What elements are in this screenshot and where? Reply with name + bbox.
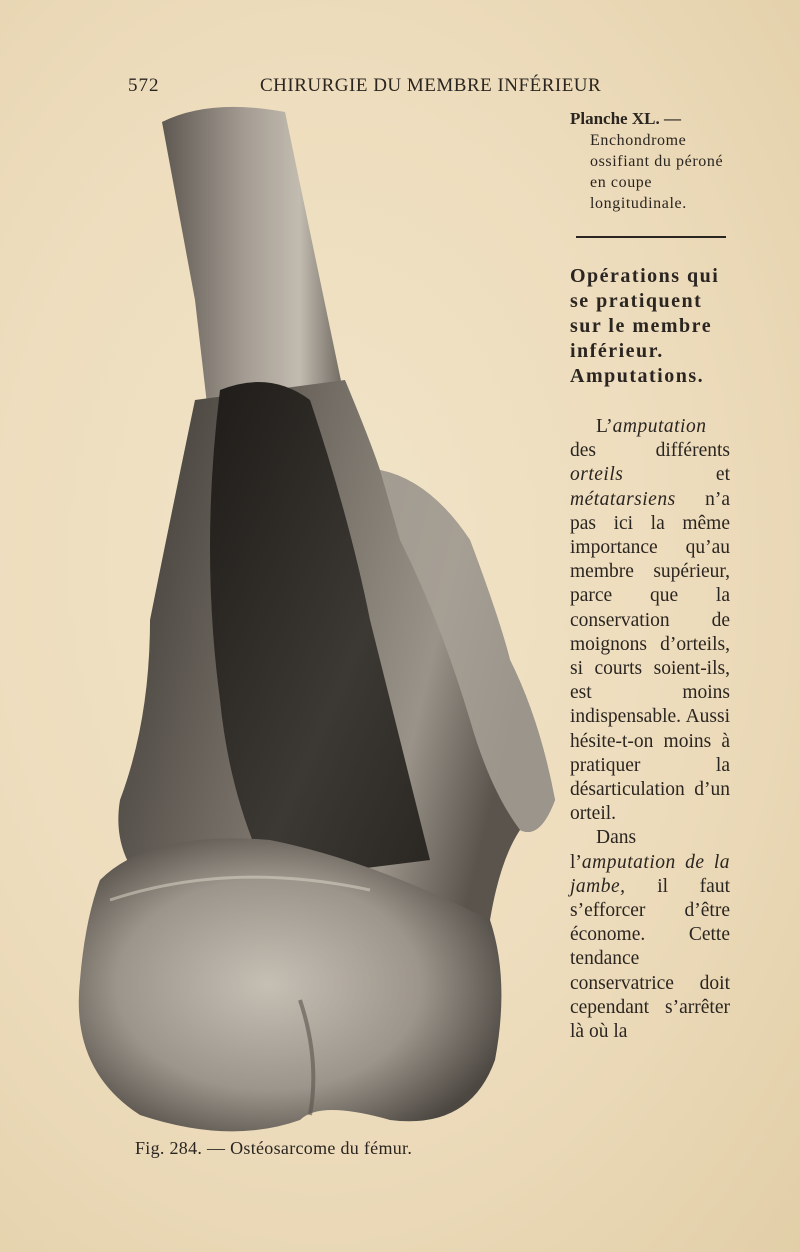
section-divider <box>576 236 726 238</box>
p1-italic-orteils: orteils <box>570 464 624 486</box>
p2-italic-jambe: amputation de la jambe, <box>570 851 730 897</box>
p1-italic-metatarsiens: métatarsiens <box>570 488 676 510</box>
p1-text-g: n’a pas ici la même importance qu’au membre supérieur, parce que la conservation de moignons d’orteils, si courts soient-ils, est moins indispensable. Aussi hésite-t-on moins à pratiquer la désarticulation d’un orteil. <box>570 488 730 825</box>
paragraph-amputation-jambe <box>570 826 730 1044</box>
p2-text-c: il faut s’efforcer d’être économe. Cette tendance conservatrice doit cependant s’arrêter là où la <box>570 875 730 1043</box>
section-heading: Opérations qui se pratiquent sur le membre inférieur. Amputations. <box>570 265 720 387</box>
text-column <box>570 108 730 1044</box>
p1-italic-amputation: amputation <box>612 416 707 437</box>
femur-shaft <box>162 107 345 430</box>
femur-illustration <box>70 100 555 1140</box>
paragraph-amputation-orteils <box>570 415 730 826</box>
plate-title: Planche XL. — <box>570 109 681 128</box>
figure-caption: Fig. 284. — Ostéosarcome du fémur. <box>135 1138 413 1158</box>
p1-text-a: L’ <box>596 416 613 437</box>
p1-text-c: des différents <box>570 440 730 462</box>
plate-caption: Enchondrome ossifiant du péroné en coupe longitudinale. <box>590 132 724 212</box>
p1-text-e: et <box>623 464 730 486</box>
p2-text-a: Dans l’ <box>570 827 637 873</box>
page-number: 572 <box>128 75 160 96</box>
running-title: CHIRURGIE DU MEMBRE INFÉRIEUR <box>260 75 602 96</box>
